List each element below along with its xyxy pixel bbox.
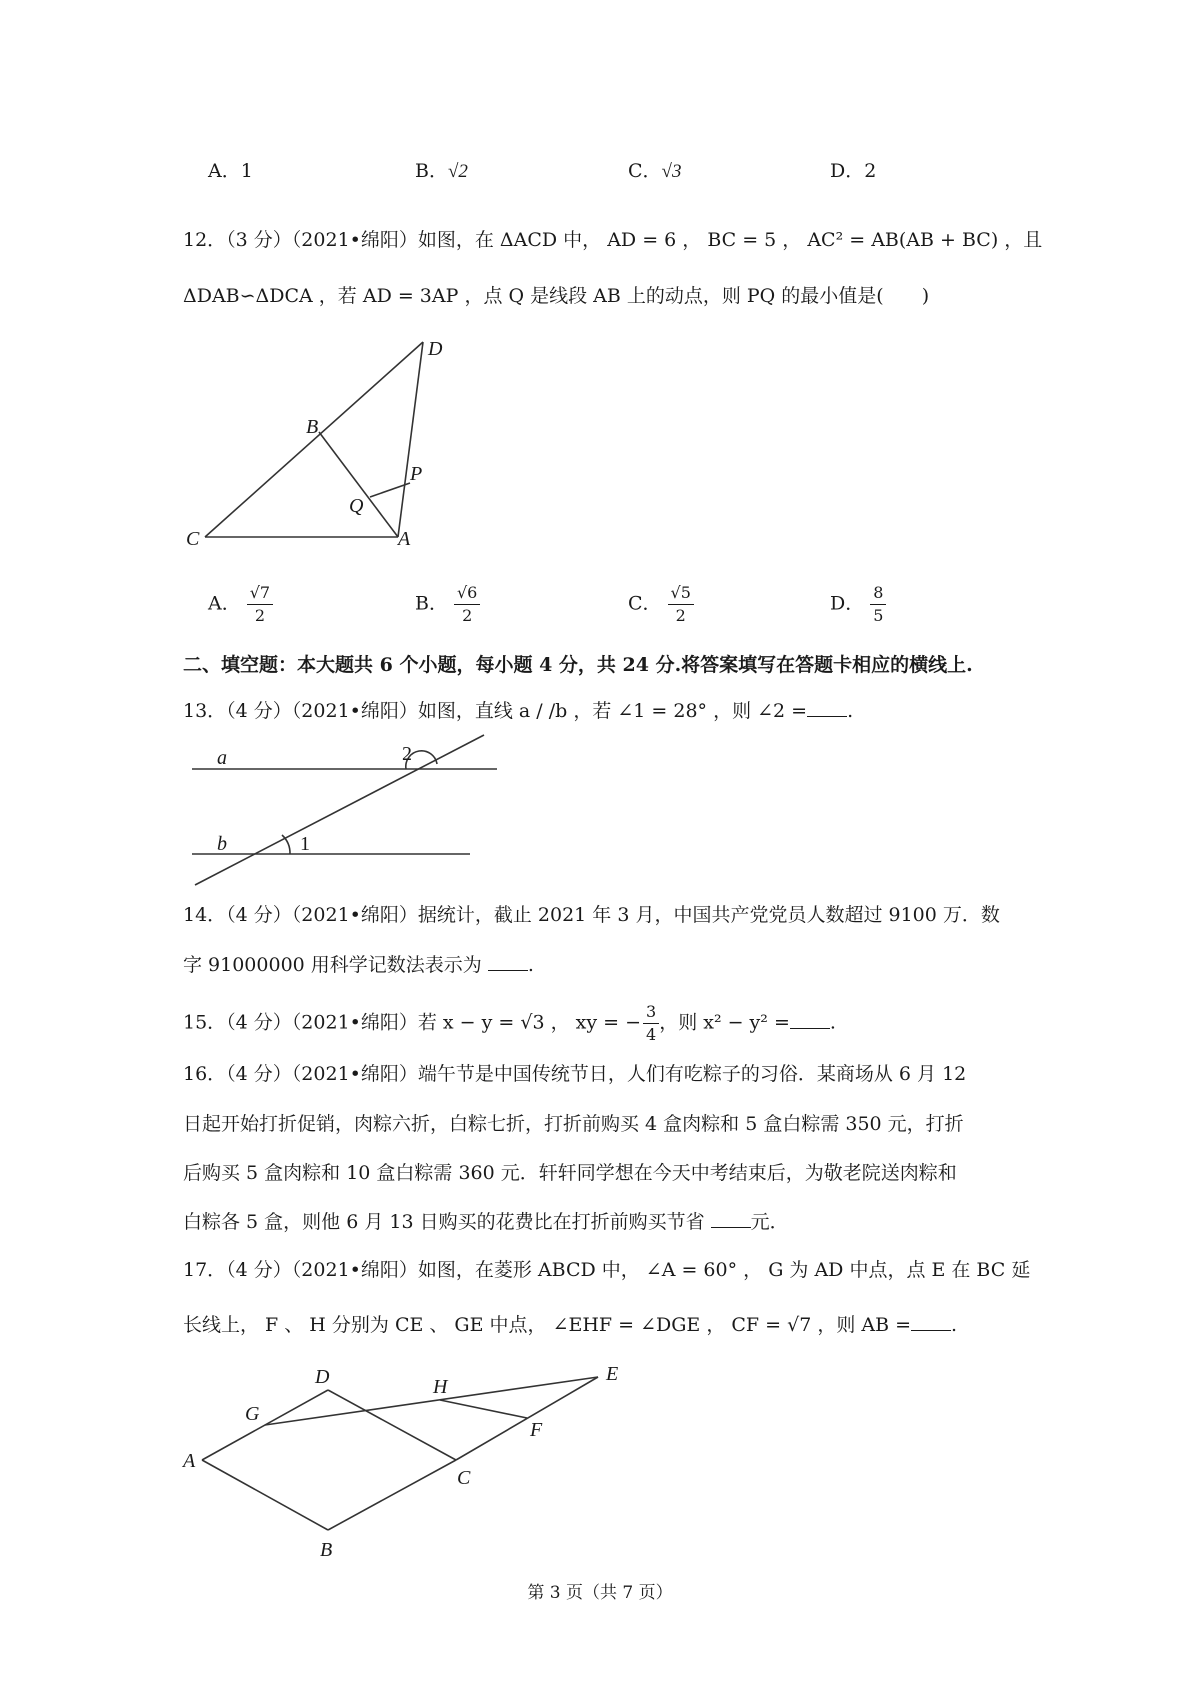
q15-stem: 15．（4 分）（2021•绵阳）若 x − y = √3 ， xy = − $\frac{3}{4}$ ，则 x² − y² = .	[183, 1002, 836, 1044]
q17-stem-line1: 17．（4 分）（2021•绵阳）如图，在菱形 ABCD 中， ∠A = 60° ， G 为 AD 中点，点 E 在 BC 延	[183, 1259, 1031, 1281]
q13-label-2: 2	[402, 743, 412, 765]
q11-option-a: A．1	[208, 160, 253, 182]
q11-option-c: C．√3	[628, 160, 682, 182]
q12-stem-line2: ΔDAB∽ΔDCA ，若 AD = 3AP ，点 Q 是线段 AB 上的动点，则 PQ 的最小值是( )	[183, 285, 930, 307]
q16-stem-line1: 16．（4 分）（2021•绵阳）端午节是中国传统节日，人们有吃粽子的习俗．某商场从 6 月 12	[183, 1063, 967, 1085]
q16-stem-line2: 日起开始打折促销，肉粽六折，白粽七折，打折前购买 4 盒肉粽和 5 盒白粽需 350 元，打折	[183, 1113, 964, 1135]
q17-label-b: B	[320, 1539, 333, 1561]
q12-label-c: C	[186, 528, 200, 550]
q13-label-1: 1	[300, 833, 310, 855]
q17-label-a: A	[183, 1450, 196, 1472]
q17-label-h: H	[433, 1376, 448, 1398]
q12-option-b: B． $\frac{√6}{2}$	[415, 582, 480, 627]
q12-option-c: C． $\frac{√5}{2}$	[628, 582, 694, 627]
q13-stem: 13．（4 分）（2021•绵阳）如图，直线 a / /b ，若 ∠1 = 28° ，则 ∠2 = .	[183, 700, 854, 722]
q16-stem-line3: 后购买 5 盒肉粽和 10 盒白粽需 360 元．轩轩同学想在今天中考结束后，为敬老院送肉粽和	[183, 1162, 957, 1184]
q12-label-b: B	[306, 416, 319, 438]
q17-label-c: C	[457, 1467, 471, 1489]
q12-label-d: D	[428, 338, 443, 360]
q17-label-e: E	[606, 1363, 619, 1385]
q14-stem-line1: 14．（4 分）（2021•绵阳）据统计，截止 2021 年 3 月，中国共产党党员人数超过 9100 万．数	[183, 904, 1000, 926]
q12-label-a: A	[398, 528, 411, 550]
q11-option-d: D．2	[830, 160, 877, 182]
q12-option-d: D． $\frac{8}{5}$	[830, 582, 886, 627]
q13-label-b: b	[217, 833, 227, 855]
section-fill-in-heading: 二、填空题：本大题共 6 个小题，每小题 4 分，共 24 分.将答案填写在答题卡相应的横线上.	[183, 654, 973, 676]
q12-option-a: A． $\frac{√7}{2}$	[208, 582, 273, 627]
q17-label-d: D	[315, 1366, 330, 1388]
q13-label-a: a	[217, 747, 227, 769]
q17-stem-line2: 长线上， F 、 H 分别为 CE 、 GE 中点， ∠EHF = ∠DGE ， CF = √7 ，则 AB = .	[183, 1314, 958, 1336]
q12-label-p: P	[410, 463, 423, 485]
q12-label-q: Q	[349, 495, 364, 517]
q11-option-b: B．√2	[415, 160, 468, 182]
page-footer: 第 3 页（共 7 页）	[527, 1583, 673, 1603]
q14-stem-line2: 字 91000000 用科学记数法表示为 .	[183, 954, 534, 976]
q12-stem-line1: 12．（3 分）（2021•绵阳）如图，在 ΔACD 中， AD = 6 ， BC = 5 ， AC² = AB(AB + BC) ，且	[183, 229, 1043, 251]
q17-label-f: F	[530, 1419, 543, 1441]
q16-stem-line4: 白粽各 5 盒，则他 6 月 13 日购买的花费比在打折前购买节省 元．	[183, 1211, 789, 1233]
q17-label-g: G	[245, 1403, 260, 1425]
